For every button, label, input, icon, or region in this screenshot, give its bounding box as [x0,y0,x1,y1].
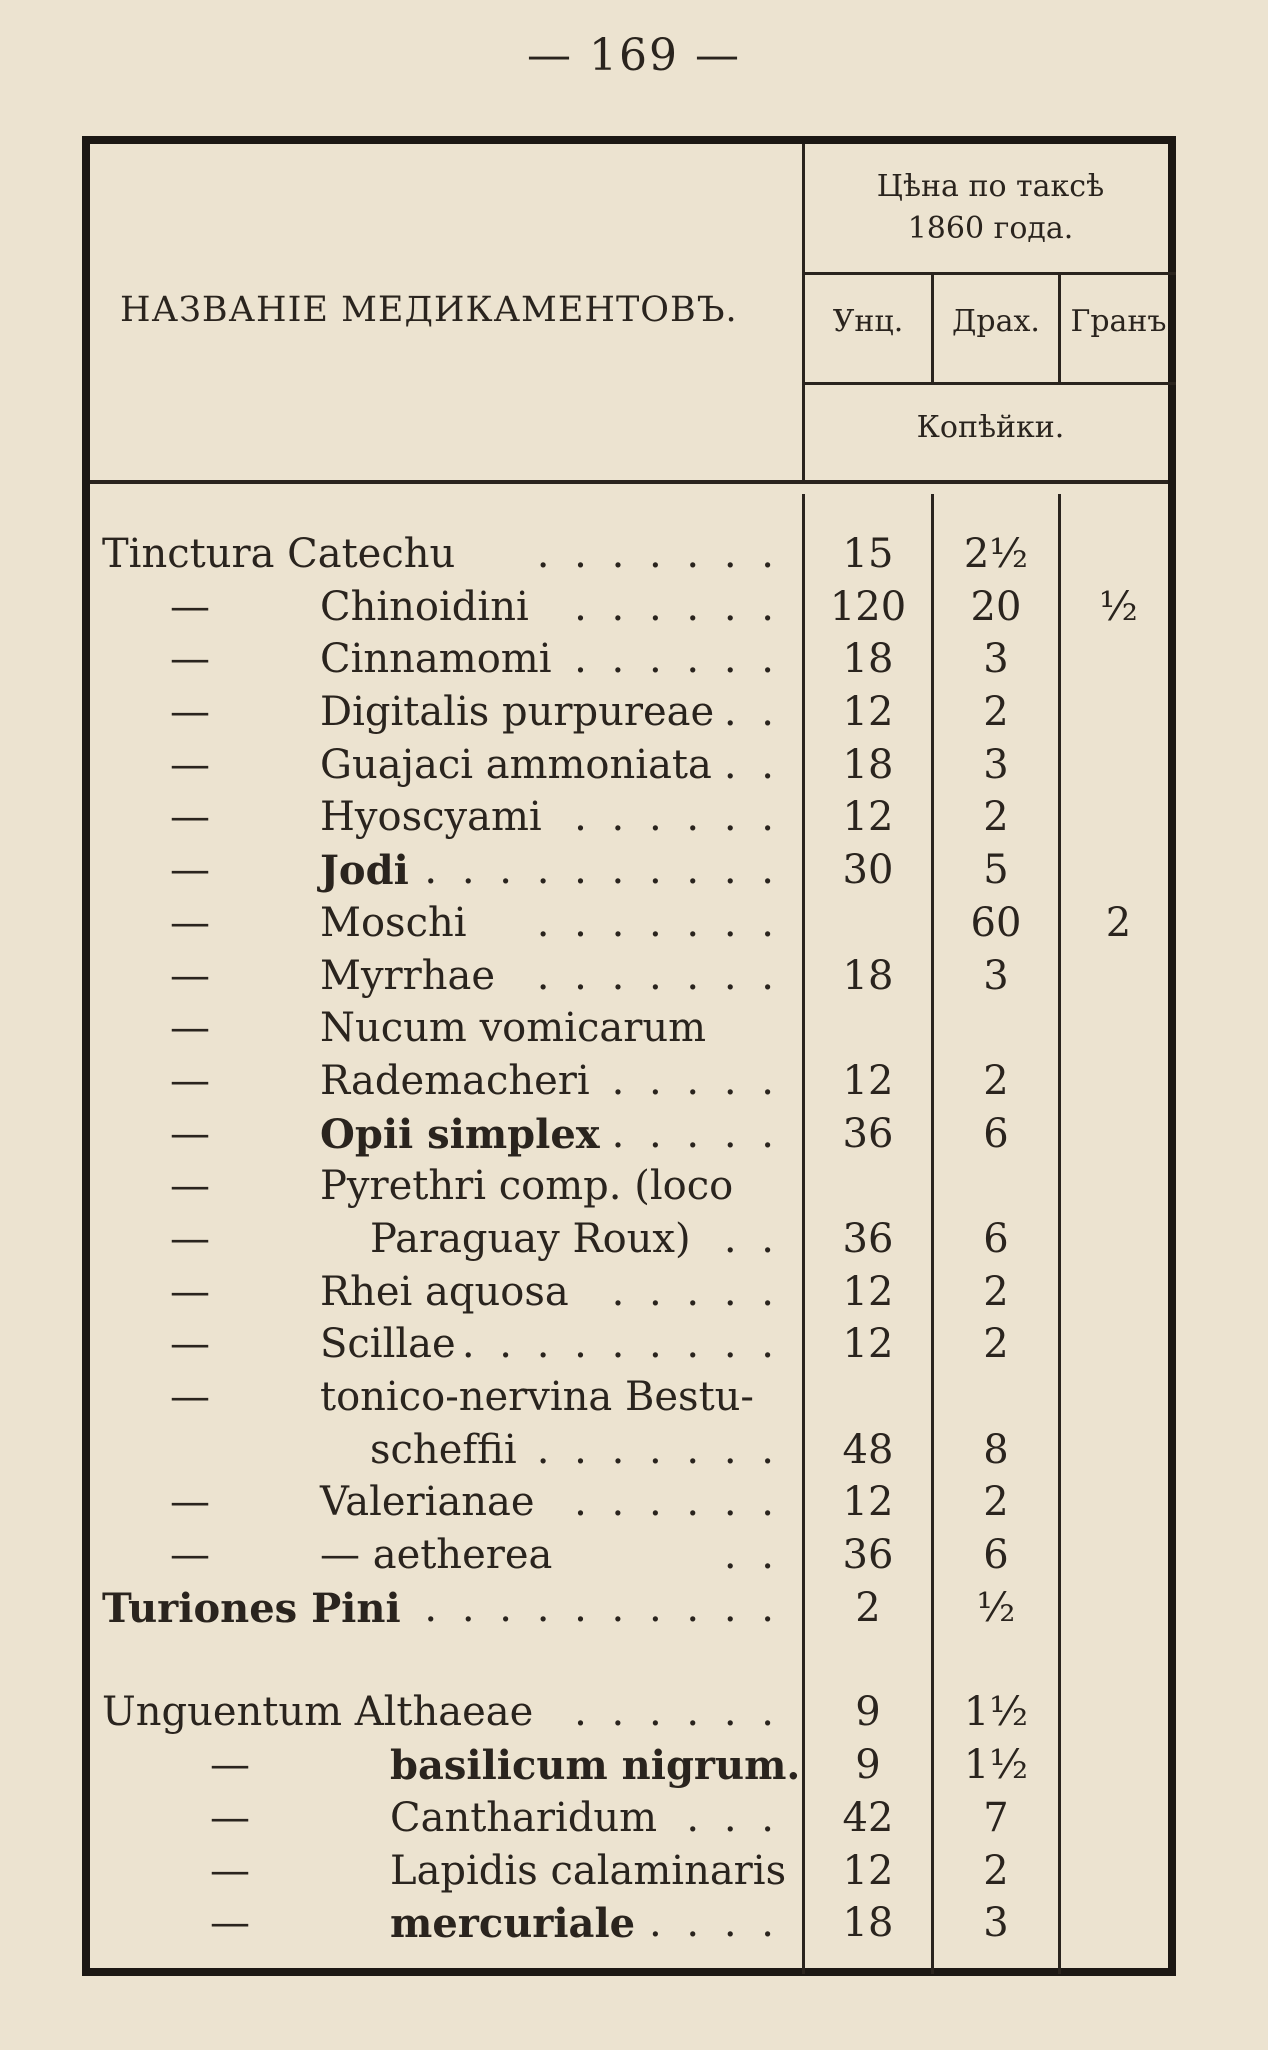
dot-leader: . . . . . . . . . . [424,847,780,894]
dot-leader: . . . . . . [574,1689,780,1736]
row-dash: — [170,741,210,788]
price-drach: 3 [983,636,1009,683]
row-dash: — [170,1479,210,1526]
price-drach: 7 [983,1794,1009,1841]
row-dash: — [170,794,210,841]
medicament-name: Turiones Pini [102,1584,401,1632]
medicament-name: Paraguay Roux) [370,1215,691,1262]
medicament-name: Opii simplex [320,1110,600,1158]
medicament-name: Chinoidini [320,583,529,630]
price-unc: 12 [842,1321,894,1368]
price-unc: 2 [855,1584,881,1631]
price-drach: 3 [983,741,1009,788]
price-unc: 36 [842,1532,894,1579]
row-dash: — [170,1374,210,1420]
price-heading [805,166,1176,250]
medicament-name: Lapidis calaminaris [390,1847,787,1894]
price-drach: 2 [983,794,1009,841]
row-dash: — [170,1215,210,1262]
table-row [90,1267,1168,1320]
row-dash: — [170,1005,210,1052]
header-rule [805,382,1176,385]
column-title-medicament-names: НАЗВАНІЕ МЕДИКАМЕНТОВЪ. [120,290,738,330]
medicament-name: Guajaci ammoniata [320,741,712,788]
price-drach: 2 [983,1268,1009,1315]
table-row [90,1214,1168,1267]
table-row [90,1425,1168,1478]
dot-leader: . . [723,1532,780,1579]
medicament-price-table [82,136,1176,1976]
dot-leader: . . . . [648,1900,780,1947]
price-unc: 12 [842,1057,894,1104]
table-row [90,1056,1168,1109]
price-heading-line1: Цѣна по таксѣ [876,169,1105,204]
price-drach: ½ [976,1584,1016,1631]
price-unc: 36 [842,1215,894,1262]
table-row [90,634,1168,687]
price-drach: 2 [983,1321,1009,1368]
column-header-gran: Гранъ [1070,304,1167,339]
price-drach: 6 [983,1110,1009,1157]
kopeks-label: Копѣйки. [916,410,1065,445]
row-dash: — [170,1532,210,1579]
table-row [90,1530,1168,1583]
dot-leader: . . [723,689,780,736]
table-header [90,144,1168,484]
medicament-name: Rhei aquosa [320,1268,569,1315]
medicament-name: schefﬁi [370,1426,517,1473]
dot-leader: . . . [686,1794,780,1841]
table-row [90,740,1168,793]
price-drach: 8 [983,1426,1009,1473]
dot-leader: . . . . . . [574,794,780,841]
medicament-name: tonico-nervina Bestu- [320,1374,754,1420]
row-dash: — [170,1268,210,1315]
dot-leader: . . . . . [611,1268,780,1315]
price-unc: 42 [842,1794,894,1841]
column-header-unc: Унц. [832,304,904,339]
table-body [90,529,1168,1951]
table-row [90,951,1168,1004]
price-drach: 2 [983,689,1009,736]
price-drach: 2½ [963,531,1029,577]
medicament-name: Moschi [320,899,467,946]
table-row [90,687,1168,740]
dot-leader: . . . . . . [574,1479,780,1526]
row-dash: — [170,636,210,683]
price-drach: 3 [983,1900,1009,1947]
price-unc: 36 [842,1110,894,1157]
table-row [90,1583,1168,1636]
price-unc: 12 [842,794,894,841]
table-row [90,1898,1168,1951]
table-row [90,1687,1168,1740]
page-number: — 169 — [527,30,741,81]
price-unc: 18 [842,741,894,788]
price-drach: 2 [983,1057,1009,1104]
row-dash: — [210,1900,250,1947]
medicament-name: — aetherea [320,1532,553,1579]
price-drach: 1½ [963,1742,1029,1789]
row-dash: — [210,1847,250,1894]
medicament-name: Cinnamomi [320,636,552,683]
row-dash: — [170,899,210,946]
row-dash: — [170,1110,210,1157]
price-gran: ½ [1099,583,1138,630]
price-drach: 2 [983,1479,1009,1526]
medicament-name: Hyoscyami [320,794,542,841]
medicament-name: basilicum nigrum. [390,1742,801,1790]
table-row [90,792,1168,845]
medicament-name: Tinctura Catechu [102,531,456,577]
row-dash: — [170,689,210,736]
medicament-name: Myrrhae [320,952,496,999]
price-unc: 9 [855,1742,881,1789]
dot-leader: . . . . . . . . . [461,1321,780,1368]
header-bottom-rule [90,480,1168,484]
row-dash: — [170,1163,210,1210]
dot-leader: . . . . . . . [536,531,780,577]
table-row [90,845,1168,898]
table-row [90,1319,1168,1372]
price-unc: 12 [842,689,894,736]
price-drach: 20 [970,583,1022,630]
price-gran: 2 [1105,899,1132,946]
price-unc: 15 [842,531,894,577]
medicament-name: Unguentum Althaeae [102,1689,534,1736]
table-spacer [90,1635,1168,1687]
medicament-name: Nucum vomicarum [320,1005,707,1052]
table-row [90,1740,1168,1793]
medicament-name: Scillae [320,1321,456,1368]
price-drach: 3 [983,952,1009,999]
table-row [90,1161,1168,1214]
dot-leader: . . . . . . [574,636,780,683]
price-drach: 6 [983,1532,1009,1579]
price-unc: 18 [842,1900,894,1947]
table-row [90,1477,1168,1530]
dot-leader: . . [723,1215,780,1262]
dot-leader: . . . . . . . [536,952,780,999]
dot-leader: . . . . . [611,1110,780,1157]
row-dash: — [170,1057,210,1104]
price-unc: 48 [842,1426,894,1473]
table-row [90,898,1168,951]
medicament-name: Jodi [320,847,409,895]
dot-leader: . . . . . [611,1057,780,1104]
table-row [90,1793,1168,1846]
medicament-name: Digitalis purpureae [320,689,715,736]
table-row [90,1003,1168,1056]
table-row [90,1846,1168,1899]
row-dash: — [210,1794,250,1841]
medicament-name: Valerianae [320,1479,535,1526]
price-unc: 9 [855,1689,881,1736]
row-dash: — [210,1742,250,1789]
row-dash: — [170,1321,210,1368]
header-rule [805,272,1176,275]
dot-leader: . . [723,741,780,788]
price-unc: 12 [842,1479,894,1526]
price-drach: 5 [983,847,1009,894]
medicament-name: Cantharidum [390,1794,658,1841]
row-dash: — [170,952,210,999]
price-drach: 1½ [963,1689,1029,1736]
price-drach: 6 [983,1215,1009,1262]
price-unc: 12 [842,1268,894,1315]
dot-leader: . . . . . . [574,583,780,630]
price-heading-line2: 1860 года. [907,211,1074,246]
table-row [90,529,1168,582]
row-dash: — [170,847,210,894]
price-unc: 12 [842,1847,894,1894]
price-unc: 120 [829,583,907,630]
medicament-name: Pyrethri comp. (loco [320,1163,734,1210]
price-unc: 18 [842,636,894,683]
table-row [90,582,1168,635]
price-drach: 60 [970,899,1022,946]
price-drach: 2 [983,1847,1009,1894]
row-dash: — [170,583,210,630]
medicament-name: mercuriale [390,1900,636,1948]
price-unc: 30 [842,847,894,894]
column-header-drach: Драх. [952,304,1040,339]
dot-leader: . . . . . . . . . . [424,1584,780,1631]
table-row [90,1372,1168,1425]
medicament-name: Rademacheri [320,1057,590,1104]
dot-leader: . . . . . . . [536,899,780,946]
price-unc: 18 [842,952,894,999]
table-row [90,1109,1168,1162]
dot-leader: . . . . . . . [536,1426,780,1473]
